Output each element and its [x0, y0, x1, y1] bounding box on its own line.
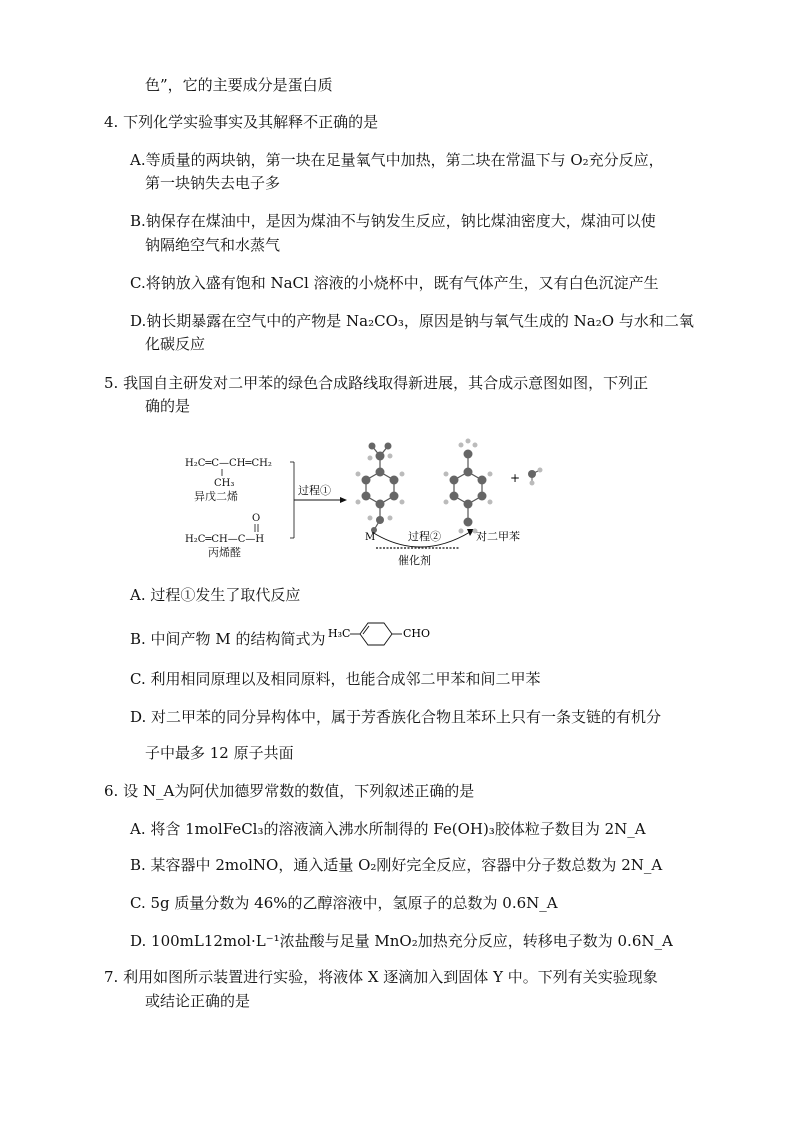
q6-option-d: D. 100mL12mol·L⁻¹浓盐酸与足量 MnO₂加热充分反应，转移电子数为 0.6N_A: [130, 932, 673, 950]
q5-option-c: C. 利用相同原理以及相同原料，也能合成邻二甲苯和间二甲苯: [130, 670, 541, 688]
q6-option-c: C. 5g 质量分数为 46%的乙醇溶液中，氢原子的总数为 0.6N_A: [130, 894, 558, 912]
acrolein-formula: H₂C═CH—C—H: [185, 534, 265, 545]
product-label: 对二甲苯: [476, 530, 520, 543]
question-5-line2: 确的是: [145, 397, 191, 415]
q4-option-b-line1: B.钠保存在煤油中，是因为煤油不与钠发生反应，钠比煤油密度大，煤油可以使: [130, 212, 656, 230]
question-7-line2: 或结论正确的是: [145, 992, 251, 1010]
text-line: 色”，它的主要成分是蛋白质: [145, 76, 333, 94]
q6-option-a: A. 将含 1molFeCl₃的溶液滴入沸水所制得的 Fe(OH)₃胶体粒子数目为 2N_A: [130, 820, 646, 838]
p-xylene-molecule-icon: [454, 454, 482, 522]
q4-option-a-line2: 第一块钠失去电子多: [145, 174, 281, 192]
cyclohexene-ring-icon: [360, 623, 392, 645]
isoprene-name: 异戊二烯: [194, 490, 238, 503]
m-structure-left: H₃C: [328, 627, 351, 640]
question-4: 4. 下列化学实验事实及其解释不正确的是: [104, 113, 379, 131]
question-5-line1: 5. 我国自主研发对二甲苯的绿色合成路线取得新进展，其合成示意图如图，下列正: [104, 374, 649, 392]
acrolein-o: O: [252, 513, 261, 524]
q4-option-b-line2: 钠隔绝空气和水蒸气: [145, 236, 281, 254]
isoprene-formula: H₂C═C—CH═CH₂: [185, 458, 272, 469]
q5-option-b: B. 中间产物 M 的结构简式为: [130, 630, 326, 648]
q5-option-d-line1: D. 对二甲苯的同分异构体中，属于芳香族化合物且苯环上只有一条支链的有机分: [130, 708, 662, 726]
q4-option-d-line2: 化碳反应: [145, 335, 206, 353]
plus-sign: +: [510, 471, 521, 485]
process2-label: 过程②: [408, 530, 441, 543]
question-6: 6. 设 N_A为阿伏加德罗常数的数值，下列叙述正确的是: [104, 782, 475, 800]
process1-label: 过程①: [298, 484, 331, 497]
q5-option-a: A. 过程①发生了取代反应: [130, 586, 301, 604]
q6-option-b: B. 某容器中 2molNO，通入适量 O₂刚好完全反应，容器中分子数总数为 2N_A: [130, 856, 663, 874]
question-7-line1: 7. 利用如图所示装置进行实验，将液体 X 逐滴加入到固体 Y 中。下列有关实验现象: [104, 968, 658, 986]
q4-option-c: C.将钠放入盛有饱和 NaCl 溶液的小烧杯中，既有气体产生，又有白色沉淀产生: [130, 274, 659, 292]
catalyst-label: 催化剂: [398, 554, 431, 567]
m-structure-right: CHO: [403, 627, 431, 640]
q5-option-d-line2: 子中最多 12 原子共面: [145, 744, 294, 762]
m-structure-formula: [328, 620, 448, 648]
synthesis-diagram: [180, 432, 560, 572]
isoprene-methyl: CH₃: [214, 478, 235, 489]
m-label: M: [365, 532, 376, 543]
q4-option-a-line1: A.等质量的两块钠，第一块在足量氧气中加热，第二块在常温下与 O₂充分反应，: [130, 151, 664, 169]
acrolein-name: 丙烯醛: [208, 546, 241, 559]
water-molecule-icon: [528, 468, 543, 486]
q4-option-d-line1: D.钠长期暴露在空气中的产物是 Na₂CO₃，原因是钠与氧气生成的 Na₂O 与水和二氧: [130, 312, 694, 330]
